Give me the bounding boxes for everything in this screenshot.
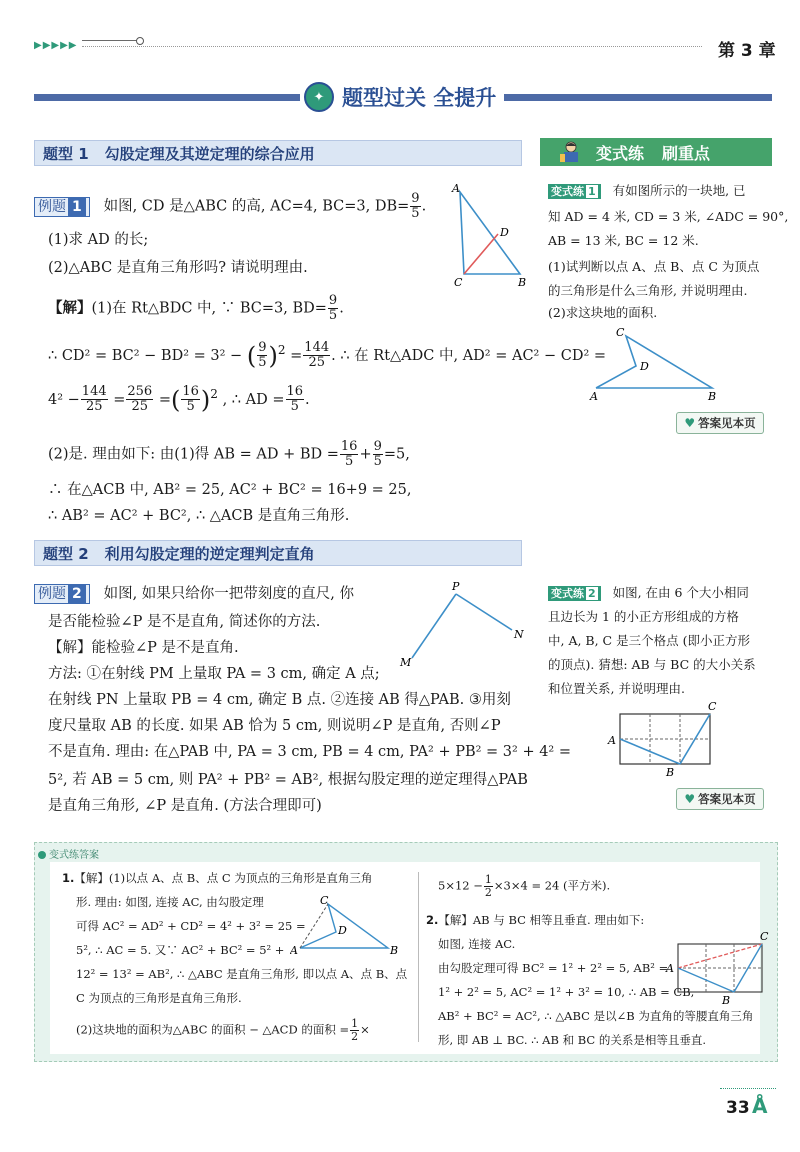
topic-1-title: 勾股定理及其逆定理的综合应用 — [104, 144, 315, 163]
answers-title: 变式练答案 — [38, 846, 99, 861]
label-c: C — [320, 896, 329, 907]
triangle-abc — [460, 192, 520, 274]
footer-dotted-rule — [720, 1088, 776, 1089]
example-2-tag: 例题 2 — [34, 584, 90, 604]
answer-1-continued: 5×12 − $\frac{1}{2}$ ×3×4 = 24 (平方米). — [438, 873, 611, 899]
label-a: A — [590, 390, 598, 402]
label-a: A — [666, 962, 674, 975]
answer-1-figure — [290, 896, 402, 960]
banner-bar-right — [494, 94, 772, 101]
answer-1-line-5: 12² = 13² = AB², ∴ △ABC 是直角三角形, 即以点 A、点 B、点 — [76, 967, 408, 981]
variant-1-line-5: 的三角形是什么三角形, 并说明理由. — [548, 283, 748, 298]
answer-2-line-4: 1² + 2² = 5, AC² = 1² + 3² = 10, ∴ AB = CB, — [438, 985, 695, 999]
example-1-figure — [448, 182, 532, 288]
label-b: B — [390, 944, 399, 957]
header-rule — [82, 40, 138, 41]
label-b: B — [708, 390, 717, 402]
example-1-q1: (1)求 AD 的长; — [48, 232, 149, 248]
pin-icon: ♥ — [684, 416, 696, 430]
variant-2-line-1: 变式练 2 如图, 在由 6 个大小相同 — [548, 582, 749, 603]
page-number: 33 — [726, 1098, 750, 1118]
ray-pn — [456, 594, 512, 630]
variant-1-line-1: 变式练 1 有如图所示的一块地, 已 — [548, 180, 746, 201]
answer-2-line-6: 形, 即 AB ⊥ BC. ∴ AB 和 BC 的关系是相等且垂直. — [438, 1033, 707, 1047]
example-1-sol-6: ∴ AB² = AC² + BC², ∴ △ACB 是直角三角形. — [48, 508, 350, 524]
label-m: M — [400, 656, 412, 669]
chapter-label: 第 3 章 — [718, 41, 776, 61]
example-1-sol-2: ∴ CD² = BC² − BD² = 3² − ( $\frac{9}{5}$ )$^2$ = $\frac{144}{25}$ . ∴ 在 Rt△ADC 中, AD² = AC² − CD² = — [48, 340, 607, 371]
answer-1-line-2: 形. 理由: 如图, 连接 AC, 由勾股定理 — [76, 895, 264, 909]
pin-icon: ♥ — [684, 792, 696, 806]
label-b: B — [666, 766, 675, 778]
example-2-figure — [396, 580, 532, 672]
variant-header-title: 变式练 — [596, 143, 645, 163]
example-1-sol-1: 【解】(1)在 Rt△BDC 中, ∵ BC=3, BD= $\frac{9}{5}$ . — [48, 293, 344, 323]
answer-1-line-1: 1.【解】(1)以点 A、点 B、点 C 为顶点的三角形是直角三角 — [62, 871, 373, 885]
answer-2-line-1: 2.【解】AB 与 BC 相等且垂直. 理由如下: — [426, 913, 645, 927]
example-1-sol-5: ∴ 在△ACB 中, AB² = 25, AC² + BC² = 16+9 = 25, — [48, 482, 412, 498]
example-2-line-2: 是否能检验∠P 是不是直角, 简述你的方法. — [48, 614, 321, 630]
label-c: C — [454, 276, 463, 288]
variant-1-line-6: (2)求这块地的面积. — [548, 305, 658, 320]
variant-2-line-5: 和位置关系, 并说明理由. — [548, 681, 685, 696]
variant-2-line-3: 中, A, B, C 是三个格点 (即小正方形 — [548, 633, 750, 648]
label-b: B — [518, 276, 527, 288]
variant-1-figure — [584, 326, 724, 402]
variant-1-line-3: AB = 13 米, BC = 12 米. — [548, 233, 699, 248]
variant-1-line-4: (1)试判断以点 A、点 B、点 C 为顶点 — [548, 259, 760, 274]
example-1-stem: 例题 1 如图, CD 是△ABC 的高, AC=4, BC=3, DB= $\frac{9}{5}$ . — [34, 192, 426, 221]
height-cd — [464, 234, 498, 274]
label-d: D — [640, 360, 649, 373]
header-dotted-rule — [82, 46, 702, 47]
variant-2-tag: 变式练 2 — [548, 586, 601, 601]
logo-a-icon: Å — [752, 1094, 768, 1118]
example-2-line-3: 【解】能检验∠P 是不是直角. — [48, 640, 239, 656]
fraction: $\frac{9}{5}$ — [411, 191, 420, 221]
header-circle — [136, 37, 144, 45]
variant-2-line-2: 且边长为 1 的小正方形组成的方格 — [548, 609, 739, 624]
variant-1-line-2: 知 AD = 4 米, CD = 3 米, ∠ADC = 90°, — [548, 209, 789, 224]
banner-bar-left — [34, 94, 300, 101]
example-1-tag: 例题 1 — [34, 197, 90, 217]
variant-2-line-4: 的顶点). 猜想: AB 与 BC 的大小关系 — [548, 657, 756, 672]
topic-1-header — [34, 140, 522, 166]
example-1-q2: (2)△ABC 是直角三角形吗? 请说明理由. — [48, 260, 308, 276]
answers-divider — [418, 872, 419, 1042]
label-p: P — [452, 580, 460, 593]
variant-2-answer-link[interactable]: ♥ 答案见本页 — [676, 788, 764, 810]
example-2-line-9: 是直角三角形, ∠P 是直角. (方法合理即可) — [48, 798, 322, 814]
header-arrows: ▶▶▶▶▶ — [34, 40, 78, 51]
topic-2-number: 题型 2 — [43, 544, 89, 563]
example-2-line-4: 方法: ①在射线 PM 上量取 PA = 3 cm, 确定 A 点; — [48, 666, 380, 682]
topic-1-number: 题型 1 — [43, 144, 89, 163]
answer-1-line-4: 5², ∴ AC = 5. 又∵ AC² + BC² = 5² + — [76, 943, 285, 957]
answer-2-line-5: AB² + BC² = AC², ∴ △ABC 是以∠B 为直角的等腰直角三角 — [438, 1009, 754, 1023]
label-c: C — [616, 326, 625, 339]
example-2-line-6: 度尺量取 AB 的长度. 如果 AB 恰为 5 cm, 则说明∠P 是直角, 否则∠P — [48, 718, 501, 734]
example-1-sol-3: 4² − $\frac{144}{25}$ = $\frac{256}{25}$ =( $\frac{16}{5}$ )$^2$ , ∴ AD = $\frac{16}{5}$ . — [48, 384, 310, 415]
variant-header-subtitle: 刷重点 — [662, 143, 711, 163]
label-a: A — [452, 182, 460, 195]
label-c: C — [760, 930, 769, 943]
topic-2-header — [34, 540, 522, 566]
sparkle-icon: ✦ — [304, 82, 334, 112]
variant-1-tag: 变式练 1 — [548, 184, 601, 199]
variant-header — [540, 138, 772, 166]
banner-title: 题型过关 全提升 — [342, 86, 497, 110]
variant-1-answer-link[interactable]: ♥ 答案见本页 — [676, 412, 764, 434]
label-n: N — [514, 628, 524, 641]
answer-1-line-6: C 为顶点的三角形是直角三角形. — [76, 991, 242, 1005]
example-2-line-5: 在射线 PN 上量取 PB = 4 cm, 确定 B 点. ②连接 AB 得△PAB. ③用刻 — [48, 692, 511, 708]
example-2-line-1: 例题 2 如图, 如果只给你一把带刻度的直尺, 你 — [34, 584, 354, 604]
example-1-sol-4: (2)是. 理由如下: 由(1)得 AB = AD + BD = $\frac{16}{5}$ + $\frac{9}{5}$ =5, — [48, 439, 410, 469]
ray-pm — [412, 594, 456, 658]
label-a: A — [290, 944, 298, 957]
topic-2-title: 利用勾股定理的逆定理判定直角 — [104, 544, 315, 563]
answer-1-line-7: (2)这块地的面积为△ABC 的面积 − △ACD 的面积 = $\frac{1}{2}$ × — [76, 1017, 370, 1043]
quadrilateral-abcd — [596, 336, 712, 388]
answer-2-line-2: 如图, 连接 AC. — [438, 937, 516, 951]
example-2-line-7: 不是直角. 理由: 在△PAB 中, PA = 3 cm, PB = 4 cm, PA² + PB² = 3² + 4² = — [48, 744, 572, 760]
answer-2-figure — [664, 930, 774, 1008]
label-a: A — [608, 734, 616, 747]
label-d: D — [338, 924, 347, 937]
banner — [300, 82, 504, 112]
variant-2-figure — [604, 700, 720, 778]
student-icon — [558, 140, 584, 164]
label-c: C — [708, 700, 717, 713]
label-d: D — [500, 226, 509, 239]
answer-2-line-3: 由勾股定理可得 BC² = 1² + 2² = 5, AB² = — [438, 961, 669, 975]
answer-1-line-3: 可得 AC² = AD² + CD² = 4² + 3² = 25 = — [76, 919, 306, 933]
label-b: B — [722, 994, 731, 1007]
example-2-line-8: 5², 若 AB = 5 cm, 则 PA² + PB² = AB², 根据勾股定理的逆定理得△PAB — [48, 772, 528, 788]
